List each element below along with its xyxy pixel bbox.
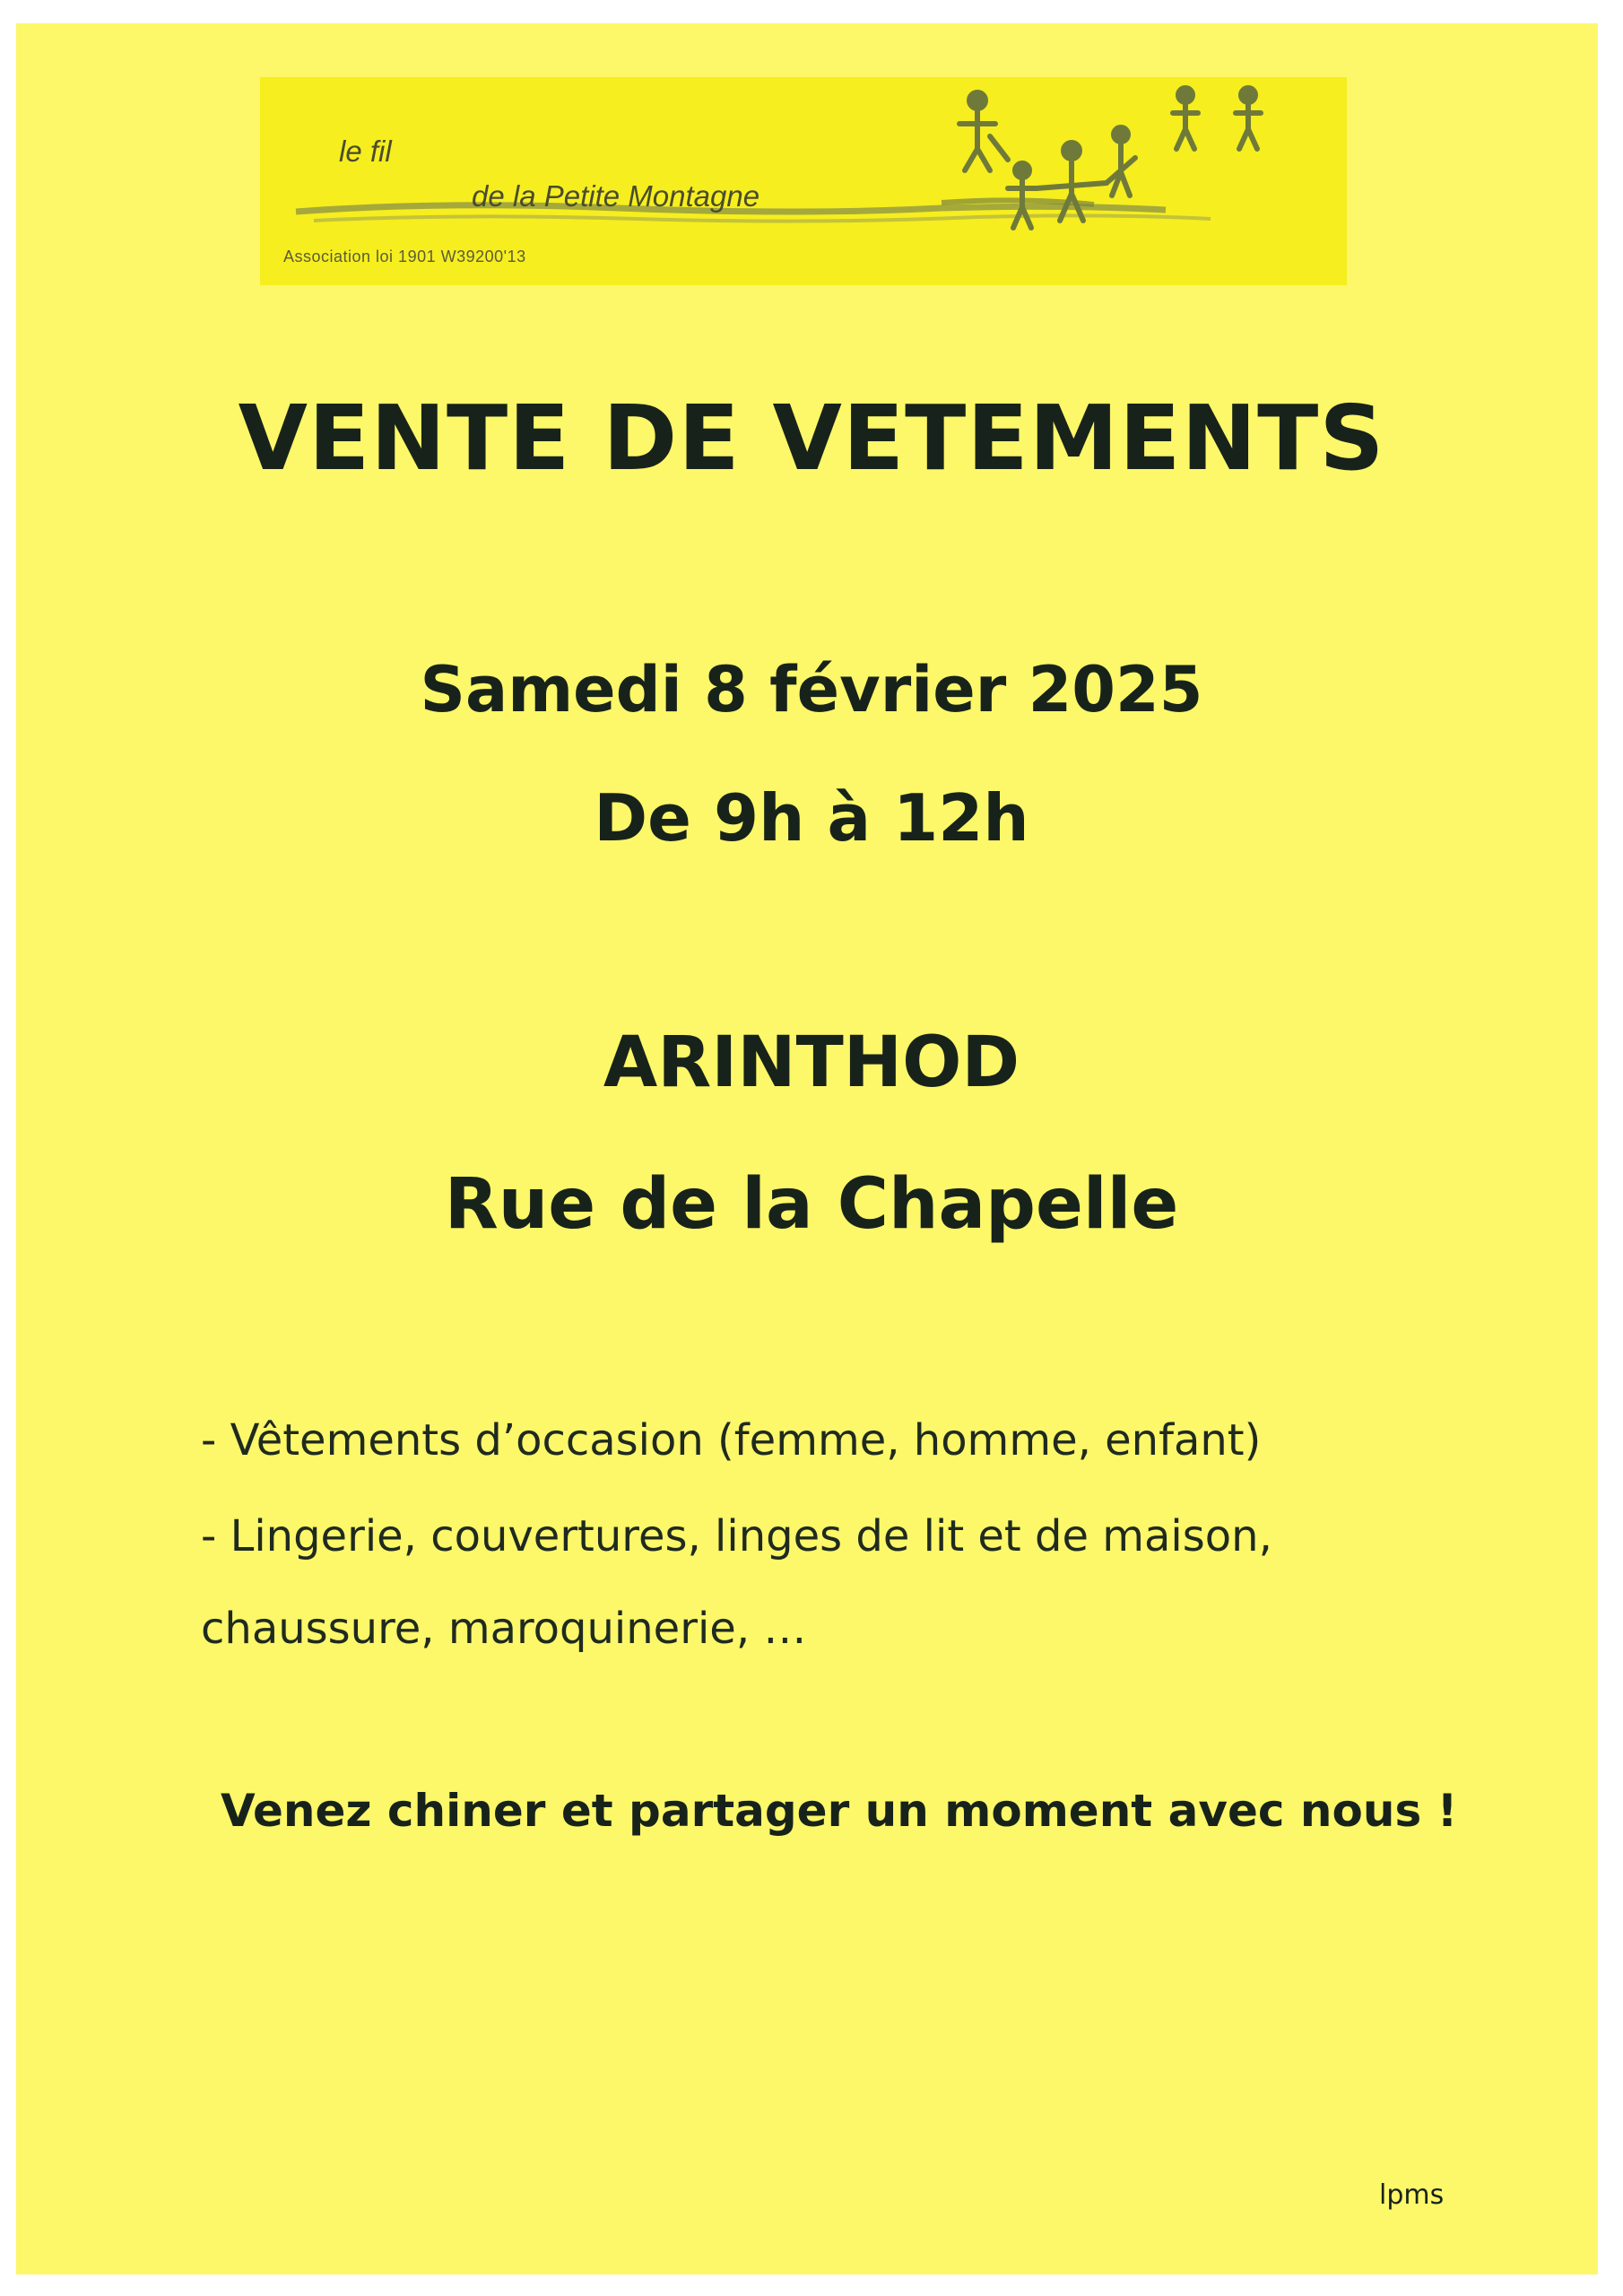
association-registration: Association loi 1901 W39200'13 <box>283 248 526 265</box>
poster-sheet <box>16 23 1598 2274</box>
event-city: ARINTHOD <box>603 1022 1020 1103</box>
list-item: - Lingerie, couvertures, linges de lit et de maison, <box>201 1511 1272 1561</box>
event-date: Samedi 8 février 2025 <box>420 653 1203 726</box>
association-logo <box>260 77 1347 285</box>
list-item: - Vêtements d’occasion (femme, homme, enfant) <box>201 1415 1262 1465</box>
event-hours: De 9h à 12h <box>594 780 1029 856</box>
call-to-action: Venez chiner et partager un moment avec nous ! <box>221 1785 1458 1837</box>
event-street: Rue de la Chapelle <box>444 1164 1179 1245</box>
list-item: chaussure, maroquinerie, … <box>201 1604 807 1654</box>
poster-title: VENTE DE VETEMENTS <box>238 386 1385 491</box>
signature-initials: lpms <box>1379 2179 1445 2211</box>
items-list <box>201 1395 1272 1675</box>
logo-line-1: le fil <box>339 135 392 168</box>
logo-line-2: de la Petite Montagne <box>472 179 760 213</box>
